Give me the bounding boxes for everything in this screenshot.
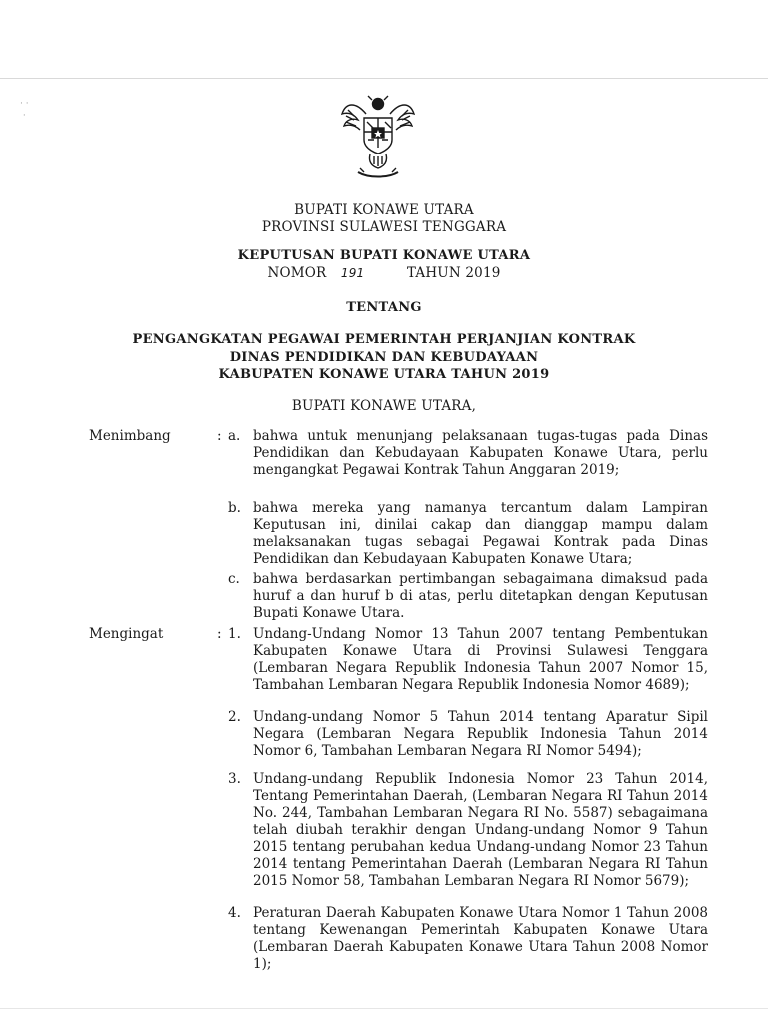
garuda-emblem-icon: [338, 92, 418, 180]
issuer-salutation: BUPATI KONAWE UTARA,: [291, 398, 477, 414]
issuer-title: BUPATI KONAWE UTARA: [294, 202, 474, 218]
item-marker: c.: [228, 571, 240, 587]
item-marker: b.: [228, 500, 241, 516]
menimbang-item: [228, 571, 708, 622]
page-bottom-edge: [0, 1008, 768, 1009]
subject-line-2: DINAS PENDIDIKAN DAN KEBUDAYAAN: [229, 350, 539, 365]
item-text: Undang-undang Nomor 5 Tahun 2014 tentang Aparatur Sipil Negara (Lembaran Negara Republik Indonesia Tahun 2014 Nomor 6, Tambahan Lembaran Negara RI Nomor 5494);: [253, 709, 708, 759]
subject-line-1: PENGANGKATAN PEGAWAI PEMERINTAH PERJANJIAN KONTRAK: [132, 332, 636, 347]
tahun-label: TAHUN 2019: [406, 265, 501, 281]
mengingat-colon: :: [217, 626, 222, 642]
mengingat-item: [228, 905, 708, 973]
decree-title: KEPUTUSAN BUPATI KONAWE UTARA: [237, 248, 531, 263]
item-text: Undang-undang Republik Indonesia Nomor 23 Tahun 2014, Tentang Pemerintahan Daerah, (Lembaran Negara RI Tahun 2014 No. 244, Tambahan Lembaran Negara RI No. 5587) sebagaimana telah diubah terakhir dengan Undang-undang Nomor 9 Tahun 2015 tentang perubahan kedua Undang-undang Nomor 23 Tahun 2014 tentang Pemerintahan Daerah (Lembaran Negara RI Tahun 2015 Nomor 58, Tambahan Lembaran Negara RI Nomor 5679);: [253, 771, 708, 889]
item-text: Undang-Undang Nomor 13 Tahun 2007 tentang Pembentukan Kabupaten Konawe Utara di Provinsi Sulawesi Tenggara (Lembaran Negara Republik Indonesia Tahun 2007 Nomor 15, Tambahan Lembaran Negara Republik Indonesia Nomor 4689);: [253, 626, 708, 693]
page-top-edge: [0, 78, 768, 79]
item-marker: a.: [228, 428, 241, 444]
province-title: PROVINSI SULAWESI TENGGARA: [261, 219, 507, 235]
item-text: bahwa untuk menunjang pelaksanaan tugas-tugas pada Dinas Pendidikan dan Kebudayaan Kabupaten Konawe Utara, perlu mengangkat Pegawai Kontrak Tahun Anggaran 2019;: [253, 428, 708, 478]
tentang-heading: TENTANG: [346, 300, 422, 315]
mengingat-item: [228, 771, 708, 890]
menimbang-item: [228, 428, 708, 479]
item-text: bahwa mereka yang namanya tercantum dalam Lampiran Keputusan ini, dinilai cakap dan dianggap mampu dalam melaksanakan tugas sebagai Pegawai Kontrak pada Dinas Pendidikan dan Kebudayaan Kabupaten Konawe Utara;: [253, 500, 708, 567]
mengingat-item: [228, 709, 708, 760]
menimbang-label: Menimbang: [89, 428, 171, 444]
nomor-value: 191: [340, 266, 365, 280]
menimbang-colon: :: [217, 428, 222, 444]
item-marker: 3.: [228, 771, 241, 787]
mengingat-item: [228, 626, 708, 694]
item-text: bahwa berdasarkan pertimbangan sebagaimana dimaksud pada huruf a dan huruf b di atas, perlu ditetapkan dengan Keputusan Bupati Konawe Utara.: [253, 571, 708, 621]
item-marker: 4.: [228, 905, 241, 921]
decree-number-line: [0, 265, 768, 281]
item-marker: 2.: [228, 709, 241, 725]
subject-line-3: KABUPATEN KONAWE UTARA TAHUN 2019: [218, 367, 550, 382]
item-marker: 1.: [228, 626, 241, 642]
nomor-label: NOMOR: [267, 265, 327, 281]
menimbang-item: [228, 500, 708, 568]
mengingat-label: Mengingat: [89, 626, 164, 642]
scan-smudge: · · ·: [20, 99, 29, 121]
item-text: Peraturan Daerah Kabupaten Konawe Utara Nomor 1 Tahun 2008 tentang Kewenangan Pemerintah Kabupaten Konawe Utara (Lembaran Daerah Kabupaten Konawe Utara Tahun 2008 Nomor 1);: [253, 905, 708, 972]
